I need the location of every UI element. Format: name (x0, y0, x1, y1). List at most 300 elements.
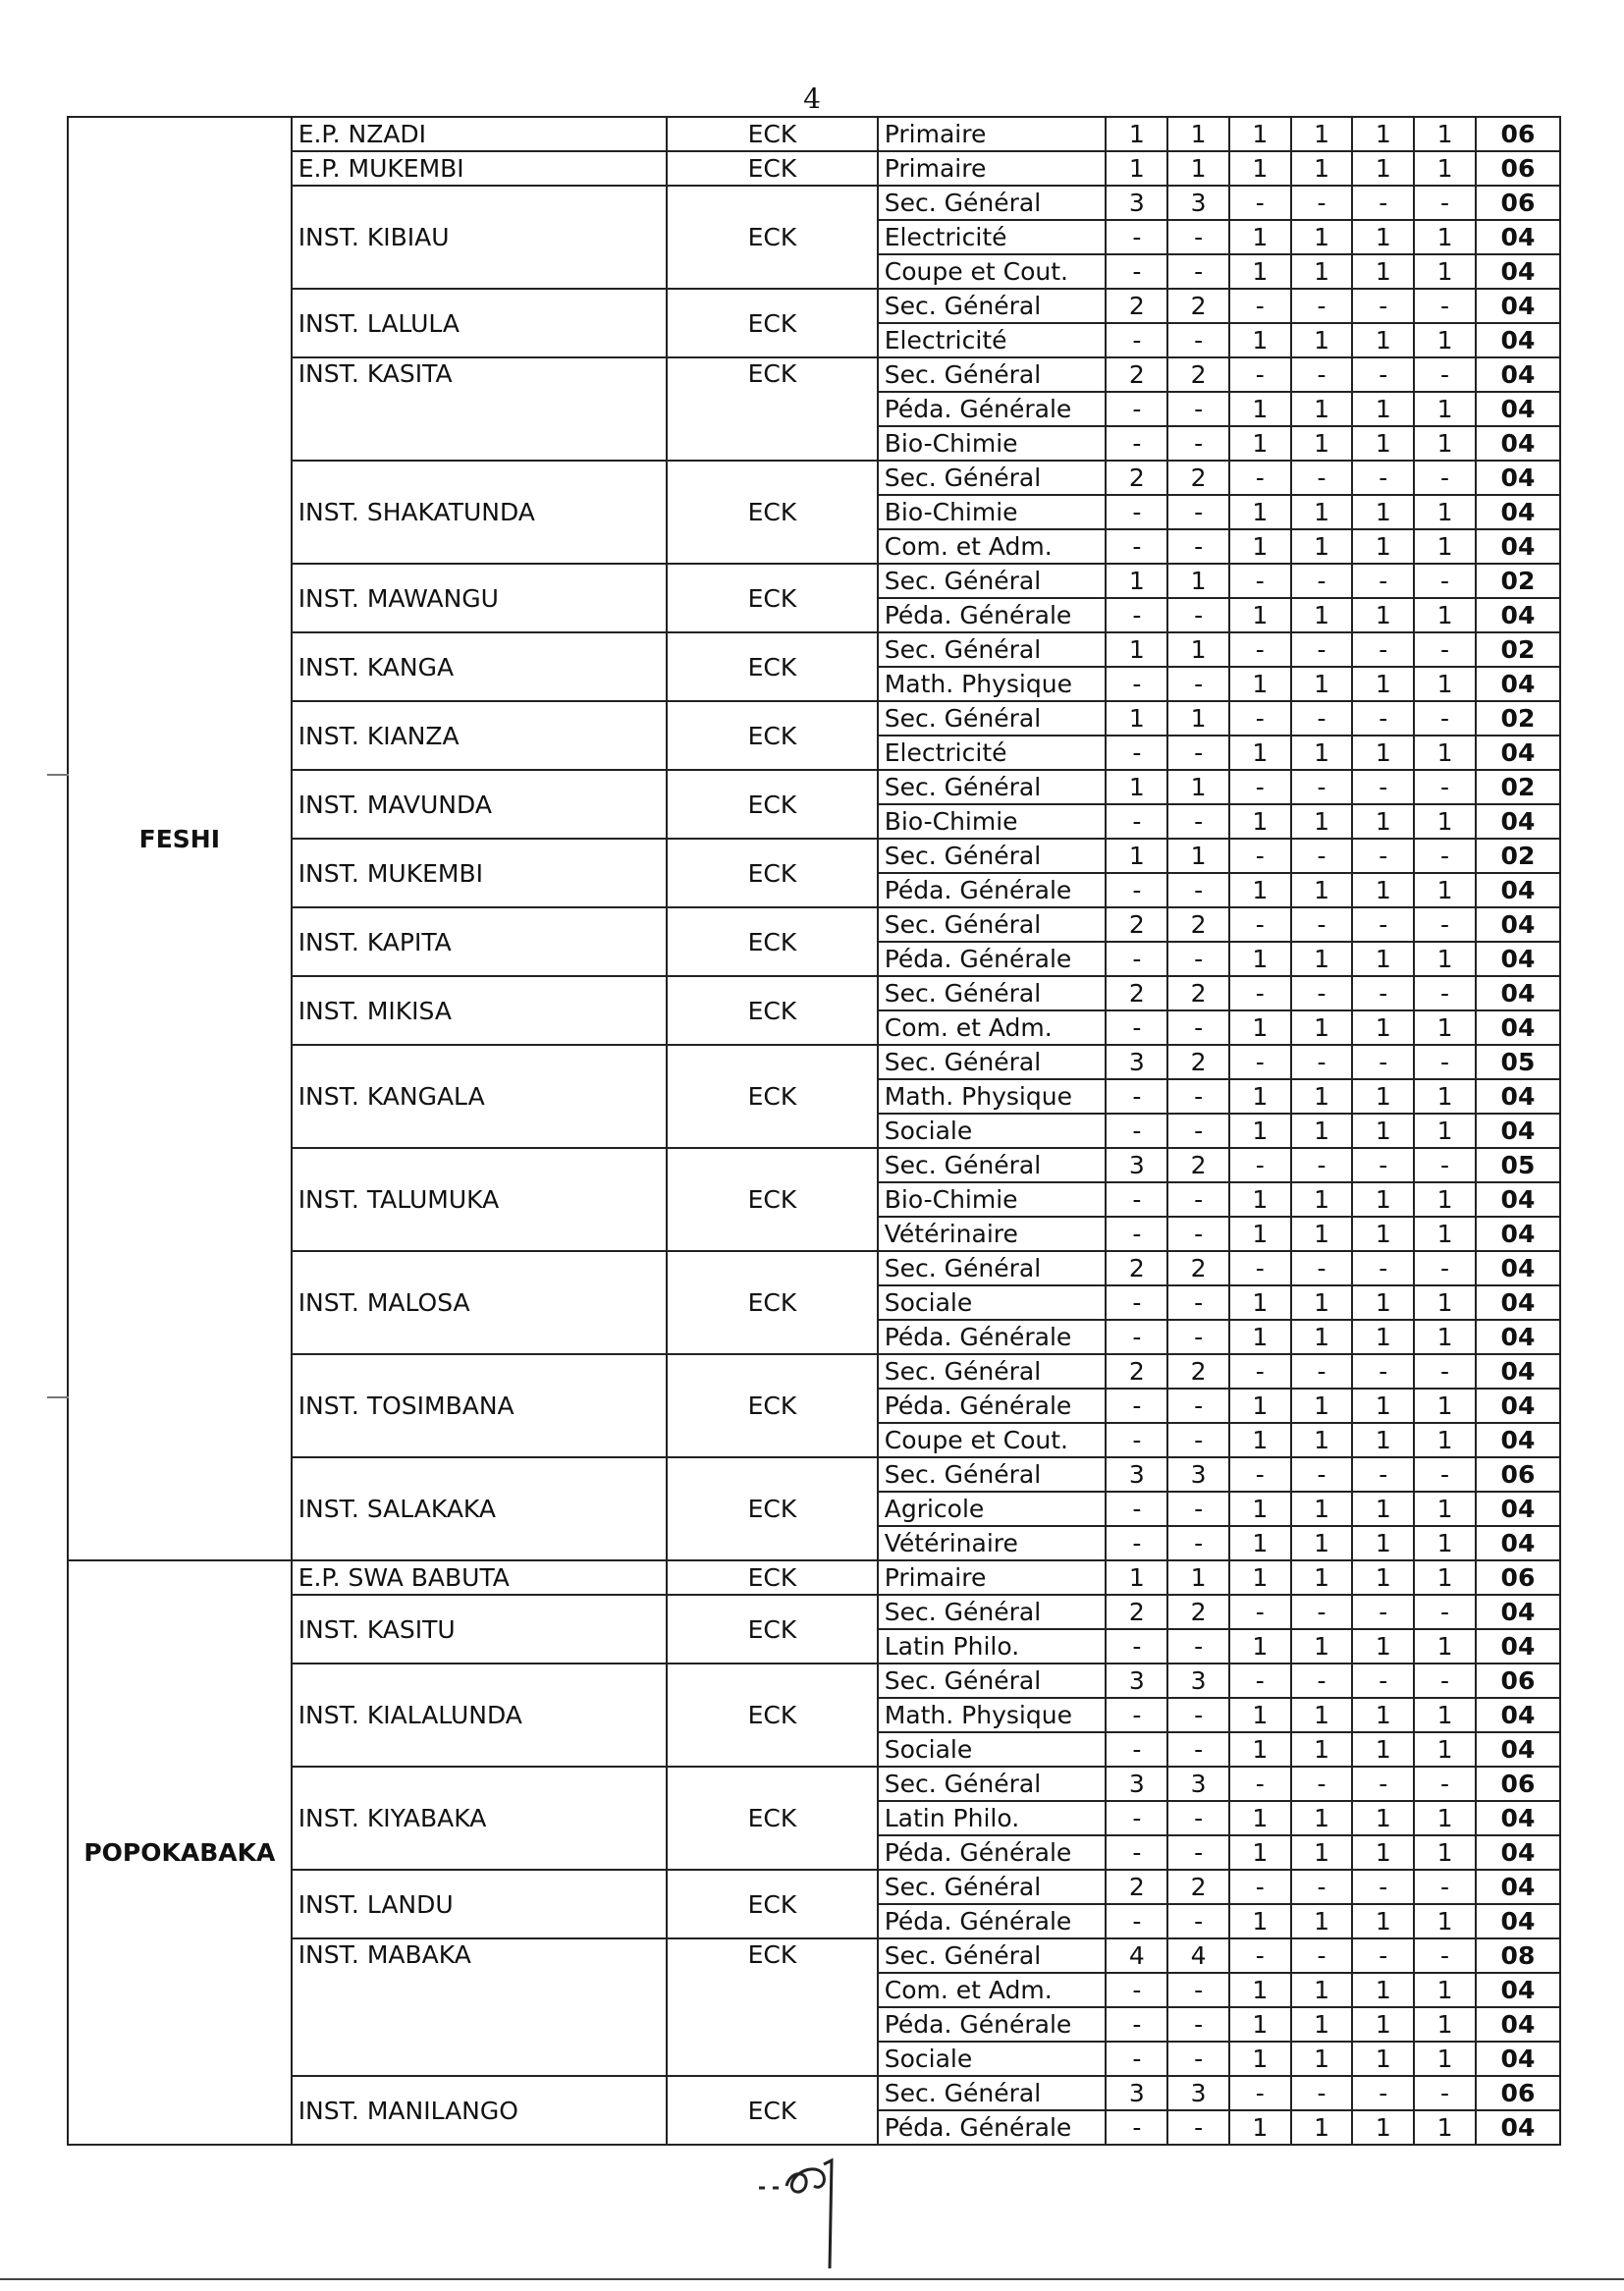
option-name: Primaire (878, 151, 1107, 186)
option-name: Sociale (878, 1114, 1107, 1148)
option-name: Sec. Général (878, 1870, 1107, 1904)
class-count-cell: 1 (1352, 1835, 1414, 1870)
class-count-cell: - (1291, 839, 1353, 873)
class-count-cell: - (1106, 1217, 1167, 1251)
class-count-cell: - (1106, 1182, 1167, 1217)
total-cell: 04 (1476, 1182, 1560, 1217)
class-count-cell: - (1167, 426, 1229, 461)
territory-name: POPOKABAKA (68, 1560, 292, 2145)
total-cell: 06 (1476, 151, 1560, 186)
option-name: Sociale (878, 1732, 1107, 1767)
option-name: Sec. Général (878, 1045, 1107, 1079)
option-name: Bio-Chimie (878, 495, 1107, 529)
class-count-cell: 1 (1291, 873, 1353, 907)
class-count-cell: 1 (1229, 1423, 1291, 1457)
class-count-cell: 1 (1352, 1010, 1414, 1045)
class-count-cell: - (1106, 2110, 1167, 2145)
class-count-cell: 1 (1414, 1835, 1476, 1870)
school-name: INST. MABAKA (292, 1938, 668, 2076)
class-count-cell: - (1167, 1973, 1229, 2007)
class-count-cell: - (1106, 2007, 1167, 2042)
option-name: Sec. Général (878, 1664, 1107, 1698)
class-count-cell: 1 (1229, 495, 1291, 529)
class-count-cell: 1 (1414, 1285, 1476, 1320)
class-count-cell: 1 (1414, 1732, 1476, 1767)
class-count-cell: 1 (1229, 323, 1291, 357)
class-count-cell: 1 (1229, 254, 1291, 289)
total-cell: 06 (1476, 1664, 1560, 1698)
class-count-cell: 1 (1414, 1389, 1476, 1423)
school-name: INST. KIALALUNDA (292, 1664, 668, 1767)
class-count-cell: - (1291, 1870, 1353, 1904)
class-count-cell: - (1167, 254, 1229, 289)
class-count-cell: 1 (1229, 1389, 1291, 1423)
school-name: INST. KASITU (292, 1595, 668, 1664)
class-count-cell: - (1106, 1526, 1167, 1560)
class-count-cell: 1 (1167, 839, 1229, 873)
total-cell: 04 (1476, 1354, 1560, 1389)
total-cell: 06 (1476, 186, 1560, 220)
total-cell: 04 (1476, 1973, 1560, 2007)
class-count-cell: 1 (1229, 1973, 1291, 2007)
class-count-cell: - (1414, 461, 1476, 495)
class-count-cell: 2 (1106, 907, 1167, 942)
class-count-cell: - (1167, 1526, 1229, 1560)
option-name: Sec. Général (878, 1595, 1107, 1629)
class-count-cell: - (1414, 1045, 1476, 1079)
class-count-cell: 1 (1414, 1973, 1476, 2007)
class-count-cell: 1 (1414, 1079, 1476, 1114)
class-count-cell: - (1229, 1457, 1291, 1492)
class-count-cell: 1 (1291, 1973, 1353, 2007)
class-count-cell: 1 (1106, 839, 1167, 873)
school-name: INST. TALUMUKA (292, 1148, 668, 1251)
class-count-cell: - (1229, 770, 1291, 804)
class-count-cell: 1 (1414, 1801, 1476, 1835)
class-count-cell: - (1229, 1045, 1291, 1079)
class-count-cell: 1 (1291, 426, 1353, 461)
class-count-cell: - (1291, 770, 1353, 804)
class-count-cell: 1 (1414, 736, 1476, 770)
class-count-cell: 1 (1414, 942, 1476, 976)
class-count-cell: 1 (1291, 1698, 1353, 1732)
total-cell: 04 (1476, 392, 1560, 426)
class-count-cell: 1 (1414, 2042, 1476, 2076)
class-count-cell: 3 (1106, 1045, 1167, 1079)
class-count-cell: - (1229, 461, 1291, 495)
class-count-cell: 4 (1167, 1938, 1229, 1973)
total-cell: 04 (1476, 2007, 1560, 2042)
total-cell: 04 (1476, 426, 1560, 461)
class-count-cell: - (1352, 289, 1414, 323)
class-count-cell: - (1352, 564, 1414, 598)
school-gestion: ECK (667, 289, 878, 357)
class-count-cell: 1 (1106, 564, 1167, 598)
option-name: Sec. Général (878, 564, 1107, 598)
class-count-cell: 1 (1167, 701, 1229, 736)
table-row (68, 907, 1560, 942)
class-count-cell: - (1167, 667, 1229, 701)
class-count-cell: 1 (1229, 598, 1291, 632)
class-count-cell: 1 (1291, 1423, 1353, 1457)
class-count-cell: - (1229, 1664, 1291, 1698)
class-count-cell: 1 (1291, 495, 1353, 529)
school-gestion: ECK (667, 770, 878, 839)
class-count-cell: 2 (1106, 1354, 1167, 1389)
total-cell: 02 (1476, 770, 1560, 804)
class-count-cell: 1 (1229, 1904, 1291, 1938)
class-count-cell: 1 (1414, 667, 1476, 701)
class-count-cell: 1 (1352, 151, 1414, 186)
class-count-cell: 2 (1106, 357, 1167, 392)
class-count-cell: 1 (1352, 2110, 1414, 2145)
class-count-cell: 1 (1167, 151, 1229, 186)
total-cell: 04 (1476, 804, 1560, 839)
class-count-cell: 1 (1352, 1526, 1414, 1560)
table-body (68, 117, 1560, 2145)
total-cell: 04 (1476, 1870, 1560, 1904)
class-count-cell: - (1167, 1801, 1229, 1835)
class-count-cell: 2 (1167, 1595, 1229, 1629)
total-cell: 02 (1476, 632, 1560, 667)
class-count-cell: - (1352, 907, 1414, 942)
class-count-cell: - (1291, 1148, 1353, 1182)
class-count-cell: - (1352, 186, 1414, 220)
school-gestion: ECK (667, 151, 878, 186)
total-cell: 04 (1476, 907, 1560, 942)
class-count-cell: 1 (1352, 1698, 1414, 1732)
class-count-cell: - (1167, 529, 1229, 564)
school-name: INST. MAVUNDA (292, 770, 668, 839)
class-count-cell: - (1352, 1595, 1414, 1629)
class-count-cell: 1 (1291, 1526, 1353, 1560)
class-count-cell: - (1106, 392, 1167, 426)
option-name: Bio-Chimie (878, 1182, 1107, 1217)
class-count-cell: 1 (1352, 1079, 1414, 1114)
total-cell: 04 (1476, 736, 1560, 770)
class-count-cell: 1 (1229, 1492, 1291, 1526)
school-gestion: ECK (667, 907, 878, 976)
class-count-cell: - (1229, 1251, 1291, 1285)
class-count-cell: - (1106, 1801, 1167, 1835)
school-gestion: ECK (667, 1045, 878, 1148)
class-count-cell: - (1167, 1320, 1229, 1354)
class-count-cell: 1 (1352, 1285, 1414, 1320)
school-name: INST. KIANZA (292, 701, 668, 770)
class-count-cell: 1 (1291, 1320, 1353, 1354)
table-row (68, 1457, 1560, 1492)
class-count-cell: 1 (1414, 2110, 1476, 2145)
class-count-cell: - (1167, 1732, 1229, 1767)
total-cell: 04 (1476, 598, 1560, 632)
class-count-cell: 1 (1291, 323, 1353, 357)
class-count-cell: 1 (1352, 1629, 1414, 1664)
total-cell: 04 (1476, 667, 1560, 701)
class-count-cell: - (1167, 804, 1229, 839)
class-count-cell: 1 (1167, 117, 1229, 151)
class-count-cell: - (1167, 1698, 1229, 1732)
class-count-cell: 1 (1414, 598, 1476, 632)
class-count-cell: 1 (1229, 1629, 1291, 1664)
total-cell: 04 (1476, 1114, 1560, 1148)
class-count-cell: 1 (1414, 1114, 1476, 1148)
class-count-cell: 1 (1291, 1492, 1353, 1526)
class-count-cell: - (1352, 770, 1414, 804)
option-name: Péda. Générale (878, 392, 1107, 426)
total-cell: 04 (1476, 1526, 1560, 1560)
class-count-cell: - (1106, 1629, 1167, 1664)
class-count-cell: 1 (1414, 220, 1476, 254)
total-cell: 02 (1476, 839, 1560, 873)
class-count-cell: - (1414, 1354, 1476, 1389)
total-cell: 04 (1476, 461, 1560, 495)
school-gestion: ECK (667, 186, 878, 289)
class-count-cell: 1 (1167, 632, 1229, 667)
class-count-cell: - (1106, 495, 1167, 529)
class-count-cell: - (1167, 1285, 1229, 1320)
class-count-cell: - (1352, 1457, 1414, 1492)
margin-mark (47, 1396, 69, 1398)
class-count-cell: 1 (1414, 2007, 1476, 2042)
class-count-cell: 1 (1167, 564, 1229, 598)
school-gestion: ECK (667, 1767, 878, 1870)
option-name: Math. Physique (878, 667, 1107, 701)
class-count-cell: - (1414, 1251, 1476, 1285)
table-row (68, 770, 1560, 804)
school-gestion: ECK (667, 701, 878, 770)
class-count-cell: - (1414, 289, 1476, 323)
class-count-cell: 1 (1229, 2007, 1291, 2042)
class-count-cell: 1 (1352, 1904, 1414, 1938)
class-count-cell: 1 (1352, 1560, 1414, 1595)
option-name: Primaire (878, 117, 1107, 151)
class-count-cell: - (1352, 1938, 1414, 1973)
class-count-cell: 1 (1414, 1182, 1476, 1217)
school-gestion: ECK (667, 357, 878, 461)
class-count-cell: 1 (1229, 151, 1291, 186)
class-count-cell: 1 (1229, 1285, 1291, 1320)
option-name: Sociale (878, 1285, 1107, 1320)
class-count-cell: 3 (1167, 1664, 1229, 1698)
class-count-cell: 1 (1229, 1835, 1291, 1870)
class-count-cell: - (1414, 564, 1476, 598)
class-count-cell: 1 (1291, 1801, 1353, 1835)
class-count-cell: 1 (1291, 2042, 1353, 2076)
class-count-cell: 1 (1291, 598, 1353, 632)
class-count-cell: 1 (1291, 529, 1353, 564)
school-name: INST. SHAKATUNDA (292, 461, 668, 564)
option-name: Electricité (878, 323, 1107, 357)
class-count-cell: - (1352, 1045, 1414, 1079)
class-count-cell: - (1229, 1870, 1291, 1904)
table-row (68, 839, 1560, 873)
class-count-cell: - (1414, 632, 1476, 667)
school-name: INST. KANGA (292, 632, 668, 701)
class-count-cell: 1 (1352, 942, 1414, 976)
class-count-cell: - (1167, 323, 1229, 357)
class-count-cell: - (1167, 1904, 1229, 1938)
class-count-cell: - (1167, 873, 1229, 907)
total-cell: 08 (1476, 1938, 1560, 1973)
option-name: Sec. Général (878, 2076, 1107, 2110)
territory-name: FESHI (68, 117, 292, 1560)
option-name: Latin Philo. (878, 1629, 1107, 1664)
option-name: Latin Philo. (878, 1801, 1107, 1835)
table-row (68, 1148, 1560, 1182)
class-count-cell: 1 (1106, 632, 1167, 667)
class-count-cell: 2 (1106, 1251, 1167, 1285)
school-name: INST. LANDU (292, 1870, 668, 1938)
class-count-cell: 2 (1106, 1595, 1167, 1629)
class-count-cell: - (1414, 770, 1476, 804)
option-name: Agricole (878, 1492, 1107, 1526)
option-name: Math. Physique (878, 1079, 1107, 1114)
class-count-cell: - (1352, 1767, 1414, 1801)
option-name: Péda. Générale (878, 1320, 1107, 1354)
total-cell: 05 (1476, 1045, 1560, 1079)
class-count-cell: - (1229, 701, 1291, 736)
class-count-cell: 1 (1291, 1629, 1353, 1664)
class-count-cell: - (1352, 357, 1414, 392)
class-count-cell: 1 (1352, 736, 1414, 770)
class-count-cell: 2 (1106, 289, 1167, 323)
schools-table (67, 116, 1561, 2146)
total-cell: 04 (1476, 289, 1560, 323)
page-number: 4 (803, 82, 821, 115)
class-count-cell: 1 (1352, 598, 1414, 632)
total-cell: 04 (1476, 1732, 1560, 1767)
class-count-cell: 3 (1106, 1148, 1167, 1182)
class-count-cell: - (1291, 976, 1353, 1010)
class-count-cell: - (1167, 495, 1229, 529)
class-count-cell: - (1352, 1664, 1414, 1698)
school-gestion: ECK (667, 1595, 878, 1664)
table-row (68, 117, 1560, 151)
table-row (68, 357, 1560, 392)
table-row (68, 461, 1560, 495)
class-count-cell: 3 (1106, 1664, 1167, 1698)
class-count-cell: - (1414, 1457, 1476, 1492)
class-count-cell: 1 (1352, 426, 1414, 461)
class-count-cell: - (1229, 357, 1291, 392)
total-cell: 04 (1476, 976, 1560, 1010)
option-name: Péda. Générale (878, 2110, 1107, 2145)
class-count-cell: 1 (1291, 2007, 1353, 2042)
class-count-cell: 1 (1414, 1217, 1476, 1251)
class-count-cell: - (1291, 1457, 1353, 1492)
class-count-cell: - (1167, 1492, 1229, 1526)
class-count-cell: - (1106, 426, 1167, 461)
class-count-cell: - (1106, 1904, 1167, 1938)
class-count-cell: 1 (1414, 1010, 1476, 1045)
total-cell: 06 (1476, 1457, 1560, 1492)
class-count-cell: 1 (1229, 117, 1291, 151)
total-cell: 04 (1476, 873, 1560, 907)
class-count-cell: 1 (1167, 770, 1229, 804)
class-count-cell: 1 (1291, 151, 1353, 186)
table-row (68, 701, 1560, 736)
total-cell: 05 (1476, 1148, 1560, 1182)
class-count-cell: 2 (1106, 1870, 1167, 1904)
option-name: Sec. Général (878, 289, 1107, 323)
class-count-cell: - (1352, 976, 1414, 1010)
total-cell: 04 (1476, 254, 1560, 289)
class-count-cell: - (1167, 736, 1229, 770)
class-count-cell: 1 (1229, 1114, 1291, 1148)
option-name: Math. Physique (878, 1698, 1107, 1732)
class-count-cell: - (1106, 1492, 1167, 1526)
school-gestion: ECK (667, 632, 878, 701)
class-count-cell: - (1106, 220, 1167, 254)
class-count-cell: 1 (1414, 1629, 1476, 1664)
class-count-cell: 1 (1291, 1389, 1353, 1423)
option-name: Péda. Générale (878, 2007, 1107, 2042)
class-count-cell: 1 (1291, 2110, 1353, 2145)
table-row (68, 1870, 1560, 1904)
class-count-cell: - (1106, 736, 1167, 770)
class-count-cell: - (1352, 1148, 1414, 1182)
class-count-cell: 1 (1291, 1835, 1353, 1870)
class-count-cell: 2 (1167, 1354, 1229, 1389)
class-count-cell: - (1352, 701, 1414, 736)
table-row (68, 564, 1560, 598)
class-count-cell: 1 (1414, 323, 1476, 357)
option-name: Bio-Chimie (878, 426, 1107, 461)
school-name: E.P. SWA BABUTA (292, 1560, 668, 1595)
school-name: INST. MAWANGU (292, 564, 668, 632)
class-count-cell: 1 (1229, 392, 1291, 426)
table-row (68, 1045, 1560, 1079)
class-count-cell: - (1291, 1938, 1353, 1973)
table-row (68, 289, 1560, 323)
school-name: INST. MIKISA (292, 976, 668, 1045)
class-count-cell: - (1291, 1251, 1353, 1285)
class-count-cell: 1 (1414, 1698, 1476, 1732)
class-count-cell: 1 (1229, 1079, 1291, 1114)
school-gestion: ECK (667, 2076, 878, 2145)
class-count-cell: 2 (1167, 1148, 1229, 1182)
class-count-cell: - (1291, 1595, 1353, 1629)
class-count-cell: 1 (1414, 151, 1476, 186)
total-cell: 02 (1476, 701, 1560, 736)
total-cell: 04 (1476, 323, 1560, 357)
option-name: Péda. Générale (878, 1835, 1107, 1870)
class-count-cell: - (1414, 1870, 1476, 1904)
class-count-cell: 1 (1106, 770, 1167, 804)
option-name: Vétérinaire (878, 1217, 1107, 1251)
total-cell: 04 (1476, 529, 1560, 564)
class-count-cell: 1 (1414, 529, 1476, 564)
total-cell: 04 (1476, 1320, 1560, 1354)
margin-mark (47, 774, 69, 776)
class-count-cell: 1 (1352, 1973, 1414, 2007)
total-cell: 04 (1476, 1835, 1560, 1870)
class-count-cell: - (1229, 2076, 1291, 2110)
school-gestion: ECK (667, 461, 878, 564)
class-count-cell: 1 (1229, 804, 1291, 839)
option-name: Sociale (878, 2042, 1107, 2076)
option-name: Sec. Général (878, 1938, 1107, 1973)
option-name: Sec. Général (878, 1148, 1107, 1182)
option-name: Coupe et Cout. (878, 1423, 1107, 1457)
school-gestion: ECK (667, 839, 878, 907)
total-cell: 04 (1476, 1595, 1560, 1629)
class-count-cell: - (1106, 1320, 1167, 1354)
option-name: Primaire (878, 1560, 1107, 1595)
class-count-cell: 1 (1352, 2042, 1414, 2076)
class-count-cell: - (1106, 804, 1167, 839)
class-count-cell: - (1167, 2110, 1229, 2145)
